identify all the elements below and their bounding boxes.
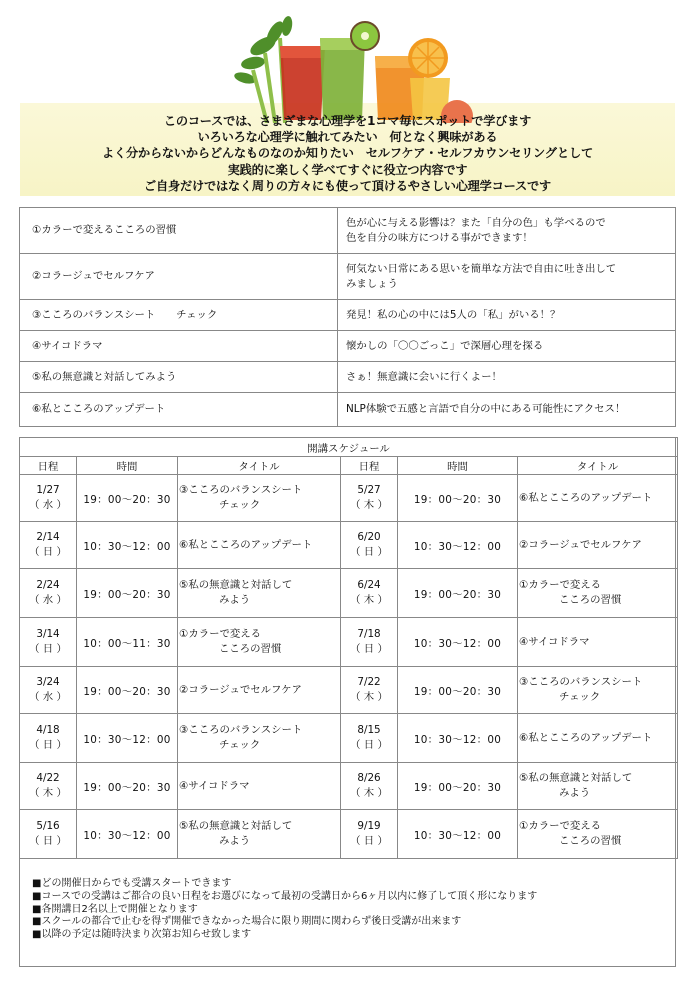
schedule-date	[341, 522, 398, 569]
schedule-date	[20, 763, 77, 810]
date-text: 4/22	[36, 772, 60, 784]
schedule-date	[20, 569, 77, 618]
schedule-course-title	[178, 810, 341, 859]
course-description: NLP体験で五感と言語で自分の中にある可能性にアクセス！	[338, 393, 676, 427]
title-line: こころの習慣	[219, 643, 282, 655]
schedule-course-title	[518, 522, 678, 569]
course-title: ⑤私の無意識と対話してみよう	[20, 362, 338, 393]
course-description	[338, 208, 676, 254]
title-line: こころの習慣	[559, 835, 622, 847]
weekday-text: （ 木 ）	[29, 787, 67, 799]
title-line: ⑥私とこころのアップデート	[179, 538, 313, 551]
date-text: 1/27	[36, 484, 60, 496]
course-row	[20, 331, 676, 362]
schedule-course-title	[518, 667, 678, 714]
schedule-time: 19：00～20：30	[77, 667, 178, 714]
schedule-course-title	[178, 618, 341, 667]
course-description-line: みましょう	[346, 277, 398, 290]
schedule-time: 10：30～12：00	[77, 522, 178, 569]
schedule-course-title	[178, 763, 341, 810]
course-row	[20, 393, 676, 427]
weekday-text: （ 日 ）	[29, 739, 67, 751]
course-title: ②コラージュでセルフケア	[20, 254, 338, 300]
schedule-course-title	[518, 763, 678, 810]
schedule-time: 10：30～12：00	[77, 714, 178, 763]
hero-banner	[0, 0, 700, 200]
title-line: チェック	[559, 691, 601, 703]
course-description-line: 何気ない日常にある思いを簡単な方法で自由に吐き出して	[346, 262, 617, 275]
schedule-course-title	[518, 618, 678, 667]
schedule-time: 10：30～12：00	[398, 522, 518, 569]
schedule-date	[341, 475, 398, 522]
course-description	[338, 254, 676, 300]
weekday-text: （ 木 ）	[350, 787, 388, 799]
schedule-date	[20, 618, 77, 667]
schedule-time: 19：00～20：30	[77, 569, 178, 618]
header-time: 時間	[398, 457, 518, 475]
schedule-time: 19：00～20：30	[77, 475, 178, 522]
title-line: ②コラージュでセルフケア	[179, 683, 302, 696]
header-date: 日程	[341, 457, 398, 475]
weekday-text: （ 木 ）	[350, 691, 388, 703]
schedule-row	[20, 618, 678, 667]
schedule-row	[20, 763, 678, 810]
title-line: みよう	[219, 594, 251, 606]
header-title: タイトル	[178, 457, 341, 475]
title-line: ⑤私の無意識と対話して	[519, 772, 633, 784]
schedule-row	[20, 714, 678, 763]
intro-line: このコースでは、さまざまな心理学を1コマ毎にスポットで学びます	[163, 114, 532, 128]
weekday-text: （ 日 ）	[29, 835, 67, 847]
weekday-text: （ 水 ）	[29, 499, 67, 511]
schedule-date	[341, 618, 398, 667]
course-table	[19, 207, 676, 427]
schedule-time: 19：00～20：30	[398, 763, 518, 810]
date-text: 7/18	[357, 628, 381, 640]
title-line: ⑥私とこころのアップデート	[519, 731, 653, 744]
header-date: 日程	[20, 457, 77, 475]
schedule-time: 10：30～12：00	[398, 714, 518, 763]
schedule-time: 10：30～12：00	[77, 810, 178, 859]
intro-text	[20, 113, 675, 194]
schedule-course-title	[518, 810, 678, 859]
date-text: 7/22	[357, 676, 381, 688]
schedule-header-row	[20, 457, 678, 475]
schedule-course-title	[178, 569, 341, 618]
schedule-date	[341, 763, 398, 810]
schedule-course-title	[518, 475, 678, 522]
title-line: ⑤私の無意識と対話して	[179, 820, 293, 832]
course-row	[20, 208, 676, 254]
schedule-date	[341, 667, 398, 714]
schedule-caption: 開講スケジュール	[20, 438, 678, 457]
date-text: 2/14	[36, 531, 60, 543]
note-line: ■スクールの都合で止むを得ず開催できなかった場合に限り期間に関わらず後日受講が出来ます	[32, 916, 462, 928]
course-description: 懐かしの「〇〇ごっこ」で深層心理を探る	[338, 331, 676, 362]
title-line: みよう	[219, 835, 251, 847]
note-line: ■以降の予定は随時決まり次第お知らせ致します	[32, 929, 252, 941]
schedule-date	[20, 714, 77, 763]
juice-glasses-illustration	[225, 8, 475, 123]
title-line: ⑤私の無意識と対話して	[179, 579, 293, 591]
schedule-course-title	[178, 667, 341, 714]
date-text: 2/24	[36, 579, 60, 591]
schedule-course-title	[518, 714, 678, 763]
intro-line: よく分からないからどんなものなのか知りたい セルフケア・セルフカウンセリングとして	[102, 146, 593, 161]
course-title: ①カラーで変えるこころの習慣	[20, 208, 338, 254]
course-title: ③こころのバランスシート チェック	[20, 300, 338, 331]
schedule-course-title	[178, 714, 341, 763]
weekday-text: （ 水 ）	[29, 691, 67, 703]
title-line: みよう	[559, 787, 591, 799]
course-description: さぁ！無意識に会いに行くよー！	[338, 362, 676, 393]
course-description-line: 色が心に与える影響は？また「自分の色」も学べるので	[346, 216, 606, 229]
schedule-row	[20, 667, 678, 714]
title-line: ③こころのバランスシート	[179, 484, 303, 496]
note-line: ■各開講日2名以上で開催となります	[32, 903, 198, 915]
date-text: 6/20	[357, 531, 381, 543]
date-text: 8/15	[357, 724, 381, 736]
header-time: 時間	[77, 457, 178, 475]
schedule-course-title	[518, 569, 678, 618]
schedule-date	[341, 714, 398, 763]
date-text: 6/24	[357, 579, 381, 591]
intro-line: 実践的に楽しく学べてすぐに役立つ内容です	[227, 162, 468, 177]
weekday-text: （ 水 ）	[29, 594, 67, 606]
date-text: 5/27	[357, 484, 381, 496]
title-line: ⑥私とこころのアップデート	[519, 491, 653, 504]
title-line: ②コラージュでセルフケア	[519, 538, 642, 551]
weekday-text: （ 木 ）	[350, 499, 388, 511]
course-title: ④サイコドラマ	[20, 331, 338, 362]
title-line: ③こころのバランスシート	[519, 676, 643, 688]
course-title: ⑥私とこころのアップデート	[20, 393, 338, 427]
schedule-row	[20, 569, 678, 618]
weekday-text: （ 日 ）	[350, 643, 388, 655]
schedule-row	[20, 810, 678, 859]
schedule-course-title	[178, 522, 341, 569]
schedule-date	[341, 810, 398, 859]
schedule-date	[20, 522, 77, 569]
schedule-row	[20, 522, 678, 569]
date-text: 8/26	[357, 772, 381, 784]
schedule-time: 19：00～20：30	[398, 667, 518, 714]
intro-line: ご自身だけではなく周りの方々にも使って頂けるやさしい心理学コースです	[144, 178, 551, 193]
date-text: 3/24	[36, 676, 60, 688]
schedule-date	[341, 569, 398, 618]
title-line: ①カラーで変える	[179, 628, 262, 640]
schedule-box	[19, 437, 676, 967]
note-line: ■どの開催日からでも受講スタートできます	[32, 878, 232, 889]
schedule-date	[20, 667, 77, 714]
course-description: 発見！私の心の中には5人の「私」がいる！？	[338, 300, 676, 331]
weekday-text: （ 日 ）	[350, 835, 388, 847]
schedule-time: 10：00～11：30	[77, 618, 178, 667]
course-description-line: 色を自分の味方につける事ができます！	[346, 231, 533, 244]
schedule-time: 19：00～20：30	[398, 475, 518, 522]
weekday-text: （ 日 ）	[350, 739, 388, 751]
date-text: 5/16	[36, 820, 60, 832]
course-row	[20, 254, 676, 300]
course-row	[20, 300, 676, 331]
date-text: 4/18	[36, 724, 60, 736]
schedule-time: 19：00～20：30	[398, 569, 518, 618]
header-title: タイトル	[518, 457, 678, 475]
title-line: ①カラーで変える	[519, 820, 602, 832]
date-text: 9/19	[357, 820, 381, 832]
schedule-time: 19：00～20：30	[77, 763, 178, 810]
title-line: チェック	[219, 739, 261, 751]
schedule-date	[20, 475, 77, 522]
weekday-text: （ 日 ）	[350, 546, 388, 558]
intro-line: いろいろな心理学に触れてみたい 何となく興味がある	[197, 130, 498, 145]
title-line: ③こころのバランスシート	[179, 724, 303, 736]
weekday-text: （ 日 ）	[29, 546, 67, 558]
title-line: チェック	[219, 499, 261, 511]
schedule-time: 10：30～12：00	[398, 810, 518, 859]
course-row	[20, 362, 676, 393]
schedule-row	[20, 475, 678, 522]
title-line: ①カラーで変える	[519, 579, 602, 591]
note-line: ■コースでの受講はご都合の良い日程をお選びになって最初の受講日から6ヶ月以内に修了して頂く形になります	[32, 890, 538, 902]
schedule-time: 10：30～12：00	[398, 618, 518, 667]
schedule-table	[19, 437, 678, 859]
schedule-course-title	[178, 475, 341, 522]
title-line: ④サイコドラマ	[179, 779, 250, 792]
weekday-text: （ 日 ）	[29, 643, 67, 655]
title-line: ④サイコドラマ	[519, 635, 590, 648]
schedule-date	[20, 810, 77, 859]
weekday-text: （ 木 ）	[350, 594, 388, 606]
date-text: 3/14	[36, 628, 60, 640]
notes	[32, 878, 672, 942]
title-line: こころの習慣	[559, 594, 622, 606]
